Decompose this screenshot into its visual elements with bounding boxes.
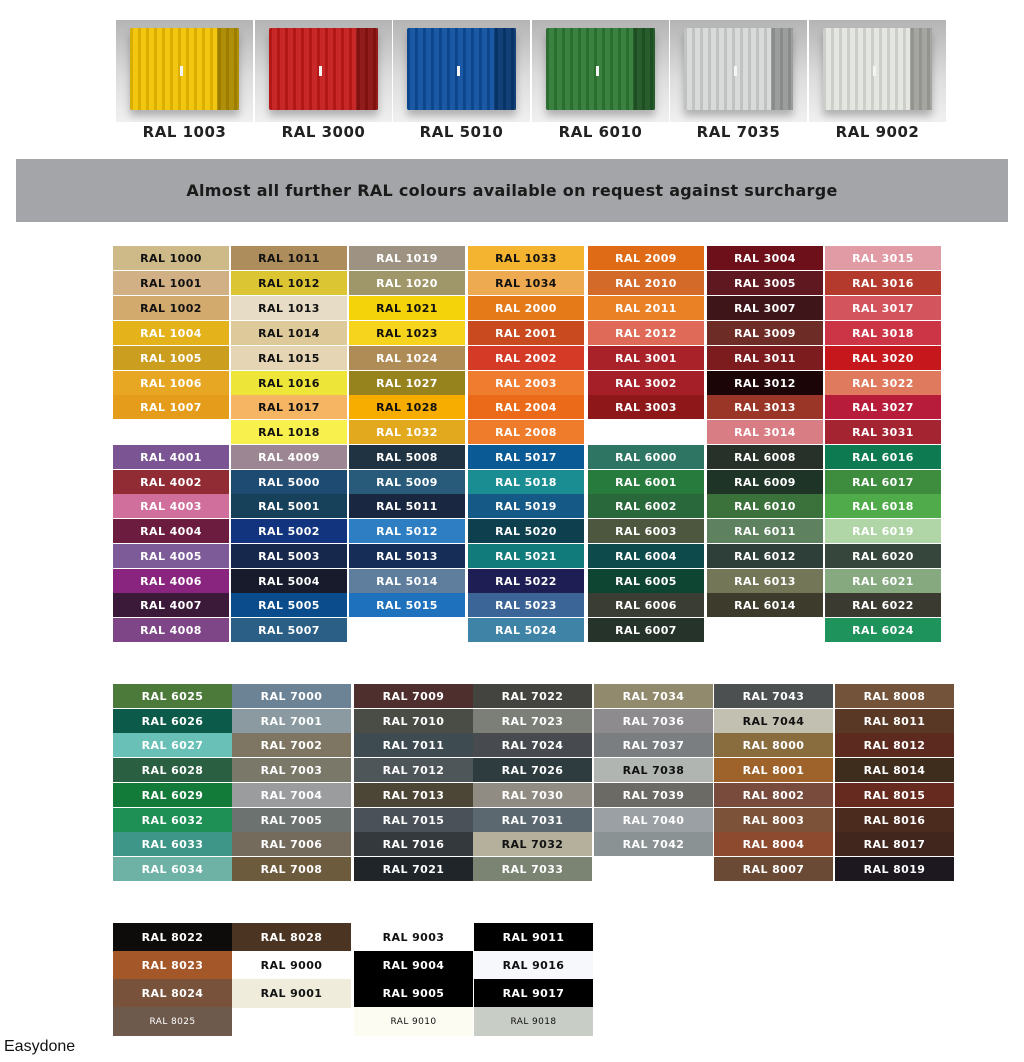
ral-swatch-5005: RAL 5005	[231, 593, 347, 617]
ral-swatch-7011: RAL 7011	[354, 733, 473, 757]
ral-swatch-8014: RAL 8014	[835, 758, 954, 782]
container-body	[130, 28, 239, 110]
ral-swatch-3020: RAL 3020	[825, 346, 941, 370]
ral-swatch-1014: RAL 1014	[231, 321, 347, 345]
ral-swatch-2004: RAL 2004	[468, 395, 584, 419]
ral-swatch-1027: RAL 1027	[349, 371, 465, 395]
ral-swatch-8012: RAL 8012	[835, 733, 954, 757]
ral-swatch-7001: RAL 7001	[232, 709, 351, 733]
container-body	[684, 28, 793, 110]
ral-swatch-1004: RAL 1004	[113, 321, 229, 345]
ral-swatch-7031: RAL 7031	[473, 808, 592, 832]
ral-swatch-1032: RAL 1032	[349, 420, 465, 444]
ral-swatch-5013: RAL 5013	[349, 544, 465, 568]
surcharge-banner: Almost all further RAL colours available on request against surcharge	[16, 159, 1008, 222]
ral-swatch-4009: RAL 4009	[231, 445, 347, 469]
ral-swatch-1007: RAL 1007	[113, 395, 229, 419]
ral-swatch-6001: RAL 6001	[588, 470, 704, 494]
ral-swatch-6028: RAL 6028	[113, 758, 232, 782]
ral-swatch-2010: RAL 2010	[588, 271, 704, 295]
ral-swatch-6025: RAL 6025	[113, 684, 232, 708]
door-handle-icon	[596, 66, 599, 76]
ral-swatch-5009: RAL 5009	[349, 470, 465, 494]
door-handle-icon	[734, 66, 737, 76]
ral-swatch-6008: RAL 6008	[707, 445, 823, 469]
ral-swatch-7038: RAL 7038	[594, 758, 713, 782]
ral-swatch-6020: RAL 6020	[825, 544, 941, 568]
ral-swatch-7009: RAL 7009	[354, 684, 473, 708]
ral-swatch-7002: RAL 7002	[232, 733, 351, 757]
ral-swatch-1028: RAL 1028	[349, 395, 465, 419]
ral-swatch-2008: RAL 2008	[468, 420, 584, 444]
ral-swatch-6026: RAL 6026	[113, 709, 232, 733]
ral-swatch-1005: RAL 1005	[113, 346, 229, 370]
ral-swatch-4006: RAL 4006	[113, 569, 229, 593]
footer-label: Easydone	[4, 1038, 76, 1055]
ral-swatch-6024: RAL 6024	[825, 618, 941, 642]
ral-swatch-7000: RAL 7000	[232, 684, 351, 708]
door-handle-icon	[319, 66, 322, 76]
ral-swatch-6000: RAL 6000	[588, 445, 704, 469]
ral-swatch-4002: RAL 4002	[113, 470, 229, 494]
ral-swatch-3016: RAL 3016	[825, 271, 941, 295]
ral-swatch-8015: RAL 8015	[835, 783, 954, 807]
ral-swatch-6032: RAL 6032	[113, 808, 232, 832]
ral-swatch-4008: RAL 4008	[113, 618, 229, 642]
ral-swatch-6016: RAL 6016	[825, 445, 941, 469]
ral-swatch-4005: RAL 4005	[113, 544, 229, 568]
ral-swatch-9000: RAL 9000	[232, 951, 351, 980]
ral-swatch-7037: RAL 7037	[594, 733, 713, 757]
ral-swatch-9005: RAL 9005	[354, 979, 473, 1008]
ral-swatch-6011: RAL 6011	[707, 519, 823, 543]
ral-swatch-3012: RAL 3012	[707, 371, 823, 395]
ral-swatch-8024: RAL 8024	[113, 979, 232, 1008]
ral-swatch-6017: RAL 6017	[825, 470, 941, 494]
ral-swatch-1020: RAL 1020	[349, 271, 465, 295]
ral-swatch-5020: RAL 5020	[468, 519, 584, 543]
ral-swatch-5001: RAL 5001	[231, 494, 347, 518]
door-handle-icon	[180, 66, 183, 76]
container-color-label: RAL 7035	[696, 123, 781, 141]
ral-swatch-3014: RAL 3014	[707, 420, 823, 444]
ral-swatch-1024: RAL 1024	[349, 346, 465, 370]
ral-swatch-8004: RAL 8004	[714, 832, 833, 856]
container-body	[269, 28, 378, 110]
ral-swatch-7022: RAL 7022	[473, 684, 592, 708]
ral-swatch-5007: RAL 5007	[231, 618, 347, 642]
ral-swatch-7010: RAL 7010	[354, 709, 473, 733]
ral-swatch-9018: RAL 9018	[474, 1007, 593, 1036]
ral-swatch-5022: RAL 5022	[468, 569, 584, 593]
ral-swatch-9010: RAL 9010	[354, 1007, 473, 1036]
ral-swatch-5014: RAL 5014	[349, 569, 465, 593]
ral-swatch-8000: RAL 8000	[714, 733, 833, 757]
ral-swatch-8028: RAL 8028	[232, 923, 351, 952]
ral-swatch-6021: RAL 6021	[825, 569, 941, 593]
ral-swatch-7021: RAL 7021	[354, 857, 473, 881]
ral-swatch-5011: RAL 5011	[349, 494, 465, 518]
ral-swatch-1023: RAL 1023	[349, 321, 465, 345]
container-side-shade	[217, 28, 239, 110]
ral-swatch-9016: RAL 9016	[474, 951, 593, 980]
ral-swatch-4003: RAL 4003	[113, 494, 229, 518]
ral-swatch-6006: RAL 6006	[588, 593, 704, 617]
ral-swatch-7039: RAL 7039	[594, 783, 713, 807]
container-side-shade	[356, 28, 378, 110]
ral-swatch-7043: RAL 7043	[714, 684, 833, 708]
ral-swatch-6027: RAL 6027	[113, 733, 232, 757]
ral-swatch-9011: RAL 9011	[474, 923, 593, 952]
ral-swatch-3031: RAL 3031	[825, 420, 941, 444]
ral-swatch-1011: RAL 1011	[231, 246, 347, 270]
ral-swatch-7024: RAL 7024	[473, 733, 592, 757]
ral-swatch-1033: RAL 1033	[468, 246, 584, 270]
ral-swatch-4007: RAL 4007	[113, 593, 229, 617]
container-photo	[255, 20, 392, 122]
container-body	[823, 28, 932, 110]
ral-swatch-5019: RAL 5019	[468, 494, 584, 518]
ral-swatch-5012: RAL 5012	[349, 519, 465, 543]
ral-swatch-1012: RAL 1012	[231, 271, 347, 295]
ral-swatch-6010: RAL 6010	[707, 494, 823, 518]
ral-swatch-7040: RAL 7040	[594, 808, 713, 832]
ral-swatch-7004: RAL 7004	[232, 783, 351, 807]
ral-swatch-1018: RAL 1018	[231, 420, 347, 444]
container-color-label: RAL 5010	[419, 123, 504, 141]
container-side-shade	[633, 28, 655, 110]
ral-swatch-8002: RAL 8002	[714, 783, 833, 807]
ral-swatch-3027: RAL 3027	[825, 395, 941, 419]
ral-swatch-1001: RAL 1001	[113, 271, 229, 295]
ral-swatch-1000: RAL 1000	[113, 246, 229, 270]
ral-swatch-1015: RAL 1015	[231, 346, 347, 370]
container-color-label: RAL 3000	[281, 123, 366, 141]
door-handle-icon	[457, 66, 460, 76]
ral-swatch-7012: RAL 7012	[354, 758, 473, 782]
ral-swatch-7003: RAL 7003	[232, 758, 351, 782]
ral-swatch-6012: RAL 6012	[707, 544, 823, 568]
ral-swatch-8007: RAL 8007	[714, 857, 833, 881]
ral-swatch-8025: RAL 8025	[113, 1007, 232, 1036]
ral-swatch-5003: RAL 5003	[231, 544, 347, 568]
ral-swatch-6019: RAL 6019	[825, 519, 941, 543]
ral-swatch-7016: RAL 7016	[354, 832, 473, 856]
ral-swatch-7005: RAL 7005	[232, 808, 351, 832]
container-body	[546, 28, 655, 110]
ral-swatch-2000: RAL 2000	[468, 296, 584, 320]
ral-swatch-3002: RAL 3002	[588, 371, 704, 395]
ral-swatch-8022: RAL 8022	[113, 923, 232, 952]
ral-swatch-7036: RAL 7036	[594, 709, 713, 733]
ral-swatch-4004: RAL 4004	[113, 519, 229, 543]
ral-swatch-7042: RAL 7042	[594, 832, 713, 856]
ral-swatch-9001: RAL 9001	[232, 979, 351, 1008]
ral-swatch-3003: RAL 3003	[588, 395, 704, 419]
container-side-shade	[771, 28, 793, 110]
container-color-label: RAL 6010	[558, 123, 643, 141]
container-photo	[809, 20, 946, 122]
ral-swatch-7023: RAL 7023	[473, 709, 592, 733]
ral-swatch-8001: RAL 8001	[714, 758, 833, 782]
container-photo	[532, 20, 669, 122]
ral-swatch-1017: RAL 1017	[231, 395, 347, 419]
ral-swatch-9004: RAL 9004	[354, 951, 473, 980]
ral-swatch-8003: RAL 8003	[714, 808, 833, 832]
ral-swatch-1034: RAL 1034	[468, 271, 584, 295]
ral-swatch-6002: RAL 6002	[588, 494, 704, 518]
ral-swatch-2009: RAL 2009	[588, 246, 704, 270]
ral-swatch-3001: RAL 3001	[588, 346, 704, 370]
container-side-shade	[910, 28, 932, 110]
container-photo	[116, 20, 253, 122]
ral-swatch-6029: RAL 6029	[113, 783, 232, 807]
container-body	[407, 28, 516, 110]
ral-swatch-1021: RAL 1021	[349, 296, 465, 320]
ral-swatch-7033: RAL 7033	[473, 857, 592, 881]
ral-swatch-1019: RAL 1019	[349, 246, 465, 270]
ral-swatch-1016: RAL 1016	[231, 371, 347, 395]
ral-swatch-7006: RAL 7006	[232, 832, 351, 856]
ral-swatch-6004: RAL 6004	[588, 544, 704, 568]
ral-swatch-5008: RAL 5008	[349, 445, 465, 469]
ral-swatch-3018: RAL 3018	[825, 321, 941, 345]
ral-swatch-2003: RAL 2003	[468, 371, 584, 395]
ral-swatch-6014: RAL 6014	[707, 593, 823, 617]
ral-swatch-8017: RAL 8017	[835, 832, 954, 856]
ral-swatch-7034: RAL 7034	[594, 684, 713, 708]
ral-swatch-6018: RAL 6018	[825, 494, 941, 518]
ral-swatch-7032: RAL 7032	[473, 832, 592, 856]
container-color-label: RAL 9002	[835, 123, 920, 141]
ral-swatch-2011: RAL 2011	[588, 296, 704, 320]
ral-swatch-2012: RAL 2012	[588, 321, 704, 345]
ral-swatch-8023: RAL 8023	[113, 951, 232, 980]
ral-swatch-7013: RAL 7013	[354, 783, 473, 807]
ral-swatch-6003: RAL 6003	[588, 519, 704, 543]
ral-swatch-3005: RAL 3005	[707, 271, 823, 295]
ral-swatch-3004: RAL 3004	[707, 246, 823, 270]
ral-swatch-9003: RAL 9003	[354, 923, 473, 952]
ral-swatch-9017: RAL 9017	[474, 979, 593, 1008]
ral-swatch-8008: RAL 8008	[835, 684, 954, 708]
container-color-label: RAL 1003	[142, 123, 227, 141]
container-side-shade	[494, 28, 516, 110]
ral-swatch-5004: RAL 5004	[231, 569, 347, 593]
ral-swatch-1013: RAL 1013	[231, 296, 347, 320]
ral-swatch-3009: RAL 3009	[707, 321, 823, 345]
ral-swatch-3007: RAL 3007	[707, 296, 823, 320]
ral-swatch-1002: RAL 1002	[113, 296, 229, 320]
ral-swatch-6033: RAL 6033	[113, 832, 232, 856]
ral-swatch-6013: RAL 6013	[707, 569, 823, 593]
ral-swatch-5023: RAL 5023	[468, 593, 584, 617]
ral-swatch-5002: RAL 5002	[231, 519, 347, 543]
ral-swatch-3015: RAL 3015	[825, 246, 941, 270]
ral-swatch-2001: RAL 2001	[468, 321, 584, 345]
container-photo	[393, 20, 530, 122]
ral-swatch-6022: RAL 6022	[825, 593, 941, 617]
ral-swatch-1006: RAL 1006	[113, 371, 229, 395]
ral-swatch-5018: RAL 5018	[468, 470, 584, 494]
ral-swatch-6007: RAL 6007	[588, 618, 704, 642]
ral-swatch-7044: RAL 7044	[714, 709, 833, 733]
ral-swatch-7015: RAL 7015	[354, 808, 473, 832]
ral-swatch-6034: RAL 6034	[113, 857, 232, 881]
ral-swatch-2002: RAL 2002	[468, 346, 584, 370]
ral-swatch-5024: RAL 5024	[468, 618, 584, 642]
ral-swatch-7026: RAL 7026	[473, 758, 592, 782]
ral-swatch-6005: RAL 6005	[588, 569, 704, 593]
ral-swatch-5017: RAL 5017	[468, 445, 584, 469]
door-handle-icon	[873, 66, 876, 76]
ral-swatch-3011: RAL 3011	[707, 346, 823, 370]
ral-swatch-3022: RAL 3022	[825, 371, 941, 395]
ral-swatch-7030: RAL 7030	[473, 783, 592, 807]
container-photo	[670, 20, 807, 122]
ral-swatch-3017: RAL 3017	[825, 296, 941, 320]
ral-swatch-5021: RAL 5021	[468, 544, 584, 568]
ral-swatch-8019: RAL 8019	[835, 857, 954, 881]
ral-swatch-7008: RAL 7008	[232, 857, 351, 881]
ral-swatch-5015: RAL 5015	[349, 593, 465, 617]
ral-swatch-8011: RAL 8011	[835, 709, 954, 733]
ral-swatch-4001: RAL 4001	[113, 445, 229, 469]
ral-swatch-8016: RAL 8016	[835, 808, 954, 832]
ral-swatch-6009: RAL 6009	[707, 470, 823, 494]
ral-swatch-5000: RAL 5000	[231, 470, 347, 494]
ral-swatch-3013: RAL 3013	[707, 395, 823, 419]
